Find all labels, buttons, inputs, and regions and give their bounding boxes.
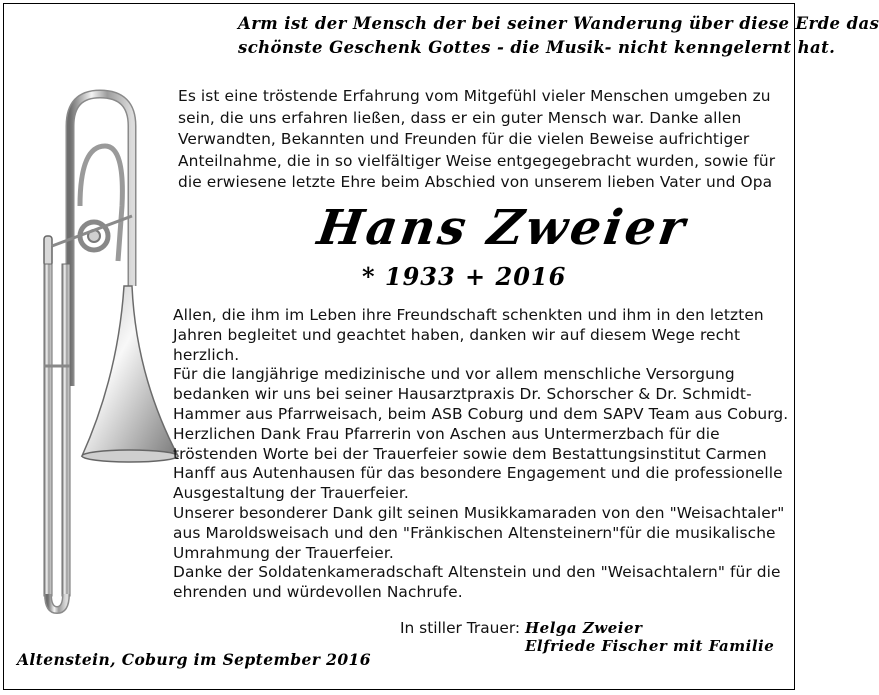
signatory: Elfriede Fischer mit Familie <box>525 637 775 655</box>
text-line: bedanken wir uns bei seiner Hausarztpraxis Dr. Schorscher & Dr. Schmidt- <box>173 385 752 404</box>
trombone-image <box>10 86 180 616</box>
text-line: Danke der Soldatenkameradschaft Altenstein und den "Weisachtalern" für die <box>173 563 781 582</box>
text-line: Ausgestaltung der Trauerfeier. <box>173 484 409 503</box>
motto-line: schönste Geschenk Gottes - die Musik- nicht kenngelernt hat. <box>238 38 836 57</box>
motto-line: Arm ist der Mensch der bei seiner Wanderung über diese Erde das <box>238 14 879 33</box>
thanks-paragraph <box>173 306 793 603</box>
text-line: herzlich. <box>173 345 240 364</box>
text-line: tröstenden Worte bei der Trauerfeier sowie dem Bestattungsinstitut Carmen <box>173 444 767 463</box>
mourning-label: In stiller Trauer: <box>400 619 521 637</box>
text-line: Umrahmung der Trauerfeier. <box>173 543 394 562</box>
text-line: Herzlichen Dank Frau Pfarrerin von Aschen aus Untermerzbach für die <box>173 424 720 443</box>
text-line: sein, die uns erfahren ließen, dass er ein guter Mensch war. Danke allen <box>178 108 742 127</box>
text-line: die erwiesene letzte Ehre beim Abschied von unserem lieben Vater und Opa <box>178 173 773 191</box>
place-date: Altenstein, Coburg im September 2016 <box>17 650 371 669</box>
intro-paragraph <box>178 86 788 194</box>
text-line: Unserer besonderer Dank gilt seinen Musikkamaraden von den "Weisachtaler" <box>173 503 785 522</box>
text-line: Allen, die ihm im Leben ihre Freundschaft schenkten und ihm in den letzten <box>173 306 764 324</box>
text-line: aus Maroldsweisach und den "Fränkischen Altensteinern"für die musikalische <box>173 523 776 542</box>
text-line: ehrenden und würdevollen Nachrufe. <box>173 583 463 602</box>
text-line: Für die langjährige medizinische und vor allem menschliche Versorgung <box>173 365 735 384</box>
signatory: Helga Zweier <box>525 619 643 637</box>
text-line: Jahren begleitet und geachtet haben, danken wir auf diesem Wege recht <box>173 325 741 344</box>
motto-quote <box>238 12 879 60</box>
text-line: Verwandten, Bekannten und Freunden für die vielen Beweise aufrichtiger <box>178 130 750 148</box>
text-line: Es ist eine tröstende Erfahrung vom Mitgefühl vieler Menschen umgeben zu <box>178 87 771 105</box>
text-line: Anteilnahme, die in so vielfältiger Weise entgegegebracht wurden, sowie für <box>178 151 776 170</box>
text-line: Hammer aus Pfarrweisach, beim ASB Coburg und dem SAPV Team aus Coburg. <box>173 404 789 423</box>
life-dates: * 1933 + 2016 <box>362 262 567 291</box>
deceased-name: Hans Zweier <box>314 200 691 256</box>
text-line: Hanff aus Autenhausen für das besondere Engagement und die professionelle <box>173 464 783 483</box>
